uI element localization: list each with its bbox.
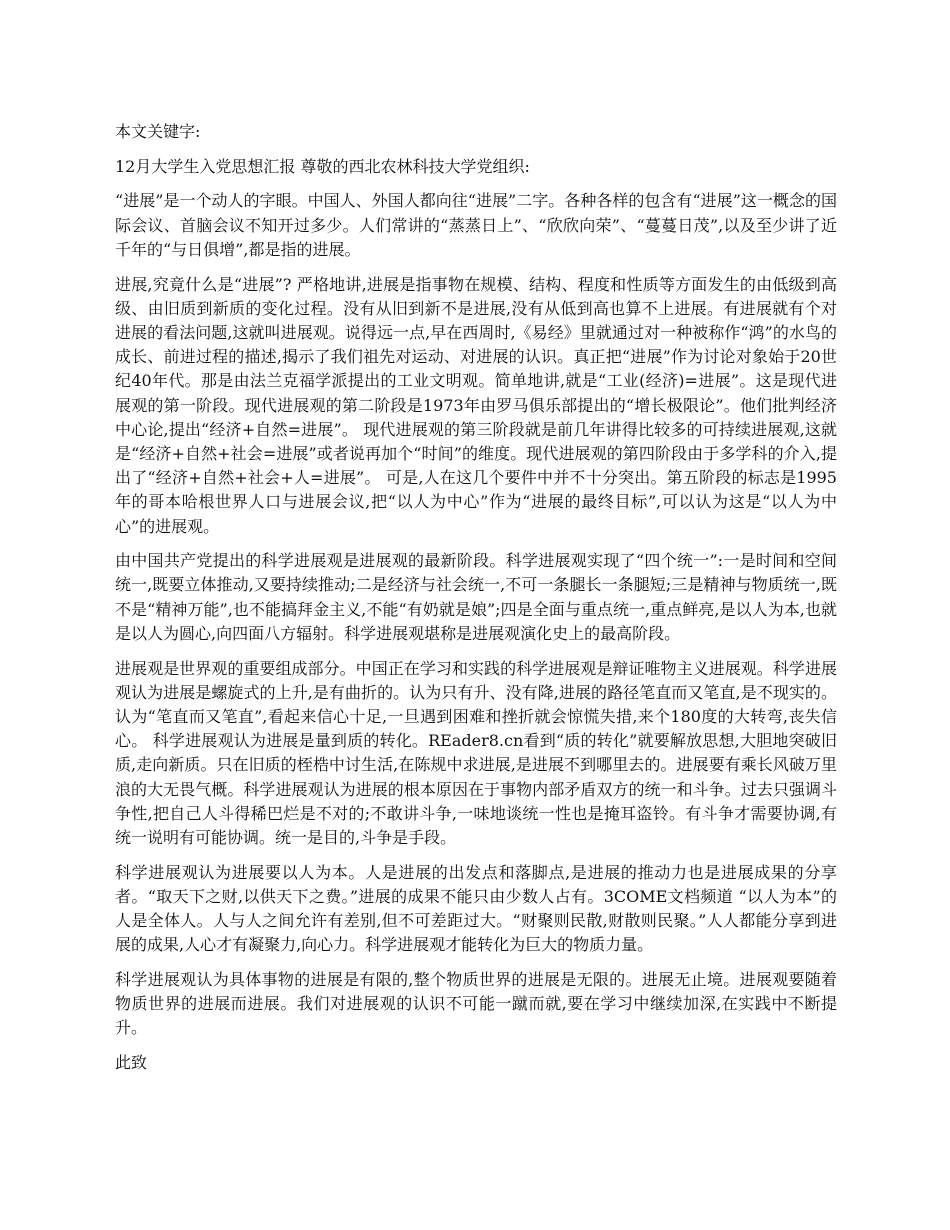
body-paragraph: 进展观是世界观的重要组成部分。中国正在学习和实践的科学进展观是辩证唯物主义进展观。科学进展观认为进展是螺旋式的上升,是有曲折的。认为只有升、没有降,进展的路径笔直而又笔直,是不现实的。认为“笔直而又笔直”,看起来信心十足,一旦遇到困难和挫折就会惊慌失措,来个180度的大转弯,丧失信心。 科学进展观认为进展是量到质的转化。REader8.cn看到“质的转化”就要解放思想,大胆地突破旧质,走向新质。只在旧质的桎梏中讨生活,在陈规中求进展,是进展不到哪里去的。进展要有乘长风破万里浪的大无畏气概。科学进展观认为进展的根本原因在于事物内部矛盾双方的统一和斗争。过去只强调斗争性,把自己人斗得稀巴烂是不对的;不敢讲斗争,一味地谈统一性也是掩耳盗铃。有斗争才需要协调,有统一说明有可能协调。统一是目的,斗争是手段。 (115, 658, 837, 847)
body-paragraph: 由中国共产党提出的科学进展观是进展观的最新阶段。科学进展观实现了“四个统一”:一是时间和空间统一,既要立体推动,又要持续推动;二是经济与社会统一,不可一条腿长一条腿短;三是精神与物质统一,既不是“精神万能”,也不能搞拜金主义,不能“有奶就是娘”;四是全面与重点统一,重点鲜亮,是以人为本,也就是以人为圆心,向四面八方辐射。科学进展观堪称是进展观演化史上的最高阶段。 (115, 551, 837, 643)
body-paragraph: 科学进展观认为进展要以人为本。人是进展的出发点和落脚点,是进展的推动力也是进展成果的分享者。“取天下之财,以供天下之费。”进展的成果不能只由少数人占有。3COME文档频道 “以人为本”的人是全体人。人与人之间允许有差别,但不可差距过大。“财聚则民散,财散则民聚。”人人都能分享到进展的成果,人心才有凝聚力,向心力。科学进展观才能转化为巨大的物质力量。 (115, 862, 837, 955)
keywords-label: 本文关键字: (115, 122, 201, 141)
document-page (115, 120, 837, 1086)
body-paragraph: 进展,究竟什么是“进展”? 严格地讲,进展是指事物在规模、结构、程度和性质等方面发生的由低级到高级、由旧质到新质的变化过程。没有从旧到新不是进展,没有从低到高也算不上进展。有进展就有个对进展的看法问题,这就叫进展观。说得远一点,早在西周时,《易经》里就通过对一种被称作“鸿”的水鸟的成长、前进过程的描述,揭示了我们祖先对运动、对进展的认识。真正把“进展”作为讨论对象始于20世纪40年代。那是由法兰克福学派提出的工业文明观。简单地讲,就是“工业(经济)=进展”。这是现代进展观的第一阶段。现代进展观的第二阶段是1973年由罗马俱乐部提出的“增长极限论”。他们批判经济中心论,提出“经济+自然=进展”。 现代进展观的第三阶段就是前几年讲得比较多的可持续进展观,这就是“经济+自然+社会=进展”或者说再加个“时间”的维度。现代进展观的第四阶段由于多学科的介入,提出了“经济+自然+社会+人=进展”。 可是,人在这几个要件中并不十分突出。第五阶段的标志是1995年的哥本哈根世界人口与进展会议,把“以人为中心”作为“进展的最终目标”,可以认为这是“以人为中心”的进展观。 (115, 274, 837, 536)
document-title-line: 12月大学生入党思想汇报 尊敬的西北农林科技大学党组织: (115, 156, 530, 176)
body-paragraph: 科学进展观认为具体事物的进展是有限的,整个物质世界的进展是无限的。进展无止境。进展观要随着物质世界的进展而进展。我们对进展观的认识不可能一蹴而就,要在学习中继续加深,在实践中不断提升。 (115, 970, 837, 1038)
body-paragraph: “进展”是一个动人的字眼。中国人、外国人都向往“进展”二字。各种各样的包含有“进展”这一概念的国际会议、首脑会议不知开过多少。人们常讲的“蒸蒸日上”、“欣欣向荣”、“蔓蔓日茂”,以及至少讲了近千年的“与日俱增”,都是指的进展。 (115, 191, 837, 259)
closing-salutation: 此致 (115, 1053, 148, 1073)
